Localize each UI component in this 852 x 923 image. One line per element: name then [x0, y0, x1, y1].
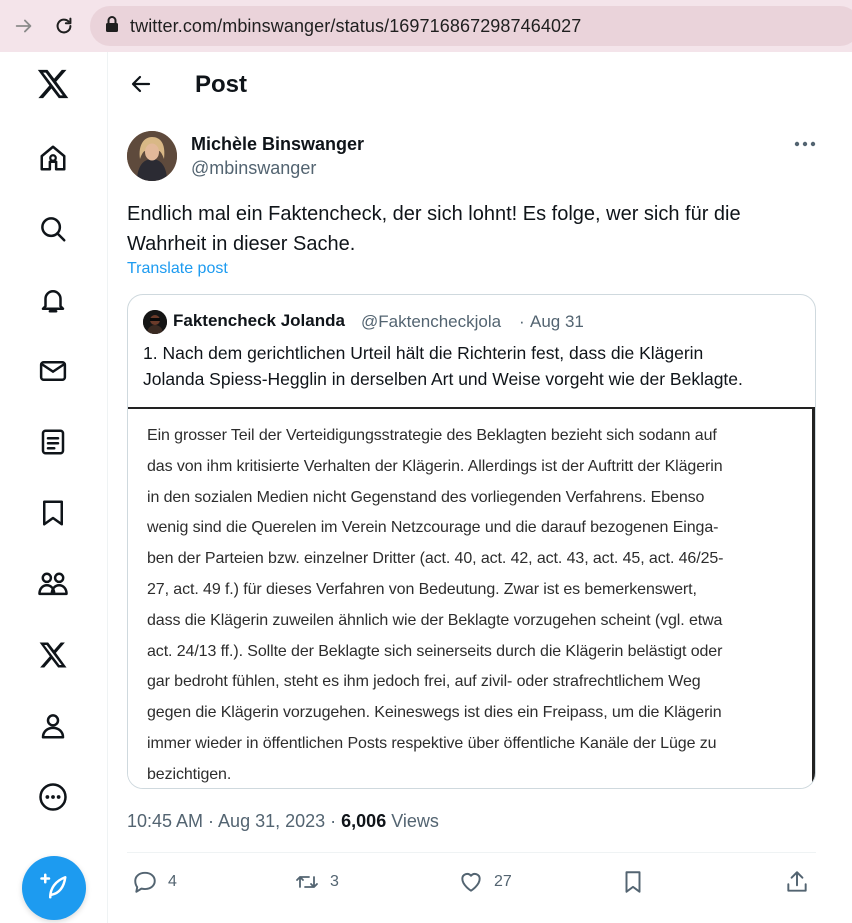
divider [127, 852, 816, 853]
reply-count: 4 [168, 873, 177, 890]
post-text-line: Endlich mal ein Faktencheck, der sich lohnt! Es folge, wer sich für die [127, 203, 741, 225]
reload-icon[interactable] [50, 12, 78, 40]
author-name[interactable]: Michèle Binswanger [191, 134, 365, 154]
translate-post-link[interactable]: Translate post [127, 260, 228, 277]
post-timestamp [127, 811, 439, 832]
document-line: bezichtigen. [147, 765, 232, 783]
quoted-text [143, 340, 803, 392]
home-icon[interactable] [34, 139, 72, 177]
post-detail [108, 52, 838, 923]
views-count: 6,006 [341, 811, 387, 831]
quoted-post[interactable] [127, 294, 816, 789]
post-time[interactable]: 10:45 AM · Aug 31, 2023 · [127, 811, 342, 831]
compose-post-button[interactable] [22, 856, 86, 920]
share-button[interactable] [784, 867, 820, 897]
like-count: 27 [494, 873, 512, 890]
reply-button[interactable] [132, 867, 177, 897]
x-logo-icon[interactable] [34, 65, 72, 103]
document-line: das von ihm kritisierte Verhalten der Klägerin. Allerdings ist der Auftritt der Klägerin [147, 457, 723, 475]
document-line: gegen die Klägerin vorzugehen. Keineswegs ist dies ein Freipass, um die Klägerin [147, 704, 722, 722]
compose-post-icon [39, 871, 69, 906]
document-line: immer wieder in öffentlichen Posts respektive über öffentliche Kanäle der Lüge zu [147, 734, 717, 752]
bookmarks-icon[interactable] [34, 494, 72, 532]
reply-icon [132, 869, 158, 895]
document-line: act. 24/13 ff.). Sollte der Beklagte sich seinerseits durch die Klägerin belästigt oder [147, 642, 723, 660]
post-text-line: Wahrheit in dieser Sache. [127, 233, 356, 255]
repost-button[interactable] [294, 867, 339, 897]
profile-icon[interactable] [34, 707, 72, 745]
messages-icon[interactable] [34, 352, 72, 390]
site-info-icon[interactable] [104, 15, 120, 38]
forward-arrow-icon[interactable] [10, 12, 38, 40]
post-text [127, 199, 807, 259]
back-arrow-icon[interactable] [126, 69, 156, 99]
search-icon[interactable] [34, 210, 72, 248]
like-button[interactable] [458, 867, 512, 897]
quoted-author-avatar [143, 310, 167, 334]
quoted-author-handle: @Faktencheckjola [361, 312, 502, 331]
quoted-document-image[interactable] [128, 407, 815, 789]
page-title: Post [195, 71, 248, 98]
author-handle[interactable]: @mbinswanger [191, 158, 317, 178]
document-line: 27, act. 49 f.) für dieses Verfahren von Bedeutung. Zwar ist es bemerkenswert, [147, 580, 697, 598]
heart-icon [458, 869, 484, 895]
quoted-text-line: 1. Nach dem gerichtlichen Urteil hält die Richterin fest, dass die Klägerin [143, 343, 704, 363]
quoted-date: Aug 31 [530, 312, 584, 331]
page-header [108, 52, 838, 116]
document-line: in den sozialen Medien nicht Gegenstand des vorliegenden Verfahrens. Ebenso [147, 488, 705, 506]
document-line: ben der Parteien bzw. einzelner Dritter (act. 40, act. 42, act. 43, act. 45, act. 46/25- [147, 550, 724, 568]
address-bar[interactable] [90, 6, 852, 46]
document-line: wenig sind die Querelen im Verein Netzcourage und die darauf bezogenen Einga- [147, 519, 719, 537]
document-text [147, 421, 803, 789]
lists-icon[interactable] [34, 423, 72, 461]
author-avatar[interactable] [127, 131, 177, 181]
repost-count: 3 [330, 873, 339, 890]
bookmark-button[interactable] [620, 867, 656, 897]
left-navigation [0, 52, 108, 923]
more-options-icon[interactable] [790, 132, 820, 156]
bookmark-icon [620, 869, 646, 895]
repost-icon [294, 869, 320, 895]
communities-icon[interactable] [34, 565, 72, 603]
document-line: Ein grosser Teil der Verteidigungsstrategie des Beklagten bezieht sich sodann auf [147, 427, 717, 444]
quoted-text-line: Jolanda Spiess-Hegglin in derselben Art und Weise vorgeht wie der Beklagte. [143, 369, 743, 389]
more-icon[interactable] [34, 778, 72, 816]
quoted-author-name: Faktencheck Jolanda [173, 311, 345, 330]
views-label: Views [386, 811, 439, 831]
quoted-separator: · [519, 312, 525, 331]
share-icon [784, 869, 810, 895]
premium-icon[interactable] [34, 636, 72, 674]
url-text: twitter.com/mbinswanger/status/1697168672987464027 [130, 15, 582, 36]
document-line: gar bedroht fühlen, steht es ihm jedoch frei, auf zivil- oder strafrechtlichem Weg [147, 673, 701, 691]
notifications-icon[interactable] [34, 281, 72, 319]
document-line: dass die Klägerin zuweilen ähnlich wie der Beklagte vorzugehen scheint (vgl. etwa [147, 611, 723, 629]
browser-toolbar [0, 0, 852, 52]
